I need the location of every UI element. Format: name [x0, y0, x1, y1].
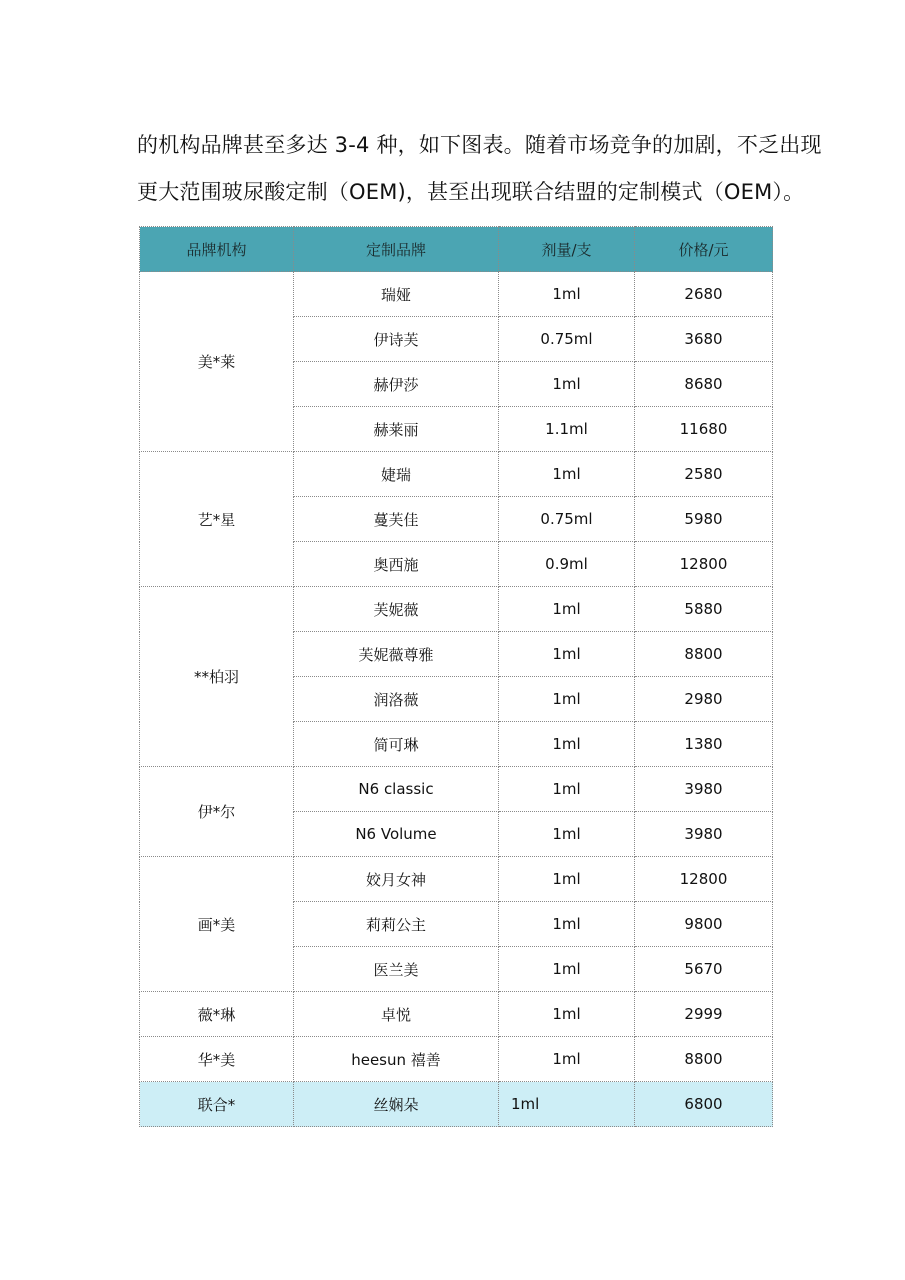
price-cell: 2580 [635, 452, 773, 497]
price-cell: 5880 [635, 587, 773, 632]
price-cell: 5980 [635, 497, 773, 542]
brand-cell: 医兰美 [294, 947, 499, 992]
price-cell: 6800 [635, 1082, 773, 1127]
price-cell: 2980 [635, 677, 773, 722]
dose-cell: 1ml [499, 947, 635, 992]
price-cell: 12800 [635, 857, 773, 902]
table-row [140, 767, 773, 812]
body-paragraph [137, 122, 822, 216]
dose-cell: 1ml [499, 767, 635, 812]
dose-cell: 1ml [499, 992, 635, 1037]
org-cell: 美*莱 [140, 272, 294, 452]
brand-cell: 卓悦 [294, 992, 499, 1037]
dose-cell: 1ml [499, 722, 635, 767]
table-row [140, 992, 773, 1037]
dose-cell: 1ml [499, 272, 635, 317]
org-cell: 华*美 [140, 1037, 294, 1082]
dose-cell: 1.1ml [499, 407, 635, 452]
price-cell: 3980 [635, 812, 773, 857]
brand-cell: 婕瑞 [294, 452, 499, 497]
table-header-row [140, 227, 773, 272]
org-cell: **柏羽 [140, 587, 294, 767]
dose-cell: 0.75ml [499, 497, 635, 542]
brand-cell: 瑞娅 [294, 272, 499, 317]
brand-cell: 简可琳 [294, 722, 499, 767]
paragraph-line-1: 的机构品牌甚至多达 3-4 种，如下图表。随着市场竞争的加剧，不乏出现 [137, 133, 822, 157]
paragraph-line-2: 更大范围玻尿酸定制（OEM)，甚至出现联合结盟的定制模式（OEM）。 [137, 180, 805, 204]
brand-cell: 赫伊莎 [294, 362, 499, 407]
table-row [140, 587, 773, 632]
table-row [140, 272, 773, 317]
header-org: 品牌机构 [140, 227, 294, 272]
price-cell: 12800 [635, 542, 773, 587]
brand-cell: 莉莉公主 [294, 902, 499, 947]
brand-cell: heesun 禧善 [294, 1037, 499, 1082]
brand-cell: 蔓芙佳 [294, 497, 499, 542]
brand-cell: N6 Volume [294, 812, 499, 857]
price-cell: 8680 [635, 362, 773, 407]
dose-cell: 1ml [499, 587, 635, 632]
org-cell: 薇*琳 [140, 992, 294, 1037]
dose-cell: 1ml [499, 632, 635, 677]
brand-cell: 丝娴朵 [294, 1082, 499, 1127]
header-price: 价格/元 [635, 227, 773, 272]
price-cell: 2999 [635, 992, 773, 1037]
dose-cell: 1ml [499, 902, 635, 947]
dose-cell: 1ml [499, 857, 635, 902]
brand-cell: 芙妮薇 [294, 587, 499, 632]
org-cell: 联合* [140, 1082, 294, 1127]
brand-cell: 奥西施 [294, 542, 499, 587]
oem-brand-table [139, 226, 773, 1127]
price-cell: 9800 [635, 902, 773, 947]
price-cell: 8800 [635, 1037, 773, 1082]
price-cell: 2680 [635, 272, 773, 317]
org-cell: 伊*尔 [140, 767, 294, 857]
price-cell: 3680 [635, 317, 773, 362]
dose-cell: 1ml [499, 452, 635, 497]
brand-cell: 润洛薇 [294, 677, 499, 722]
brand-cell: 伊诗芙 [294, 317, 499, 362]
table-body [140, 272, 773, 1127]
dose-cell: 1ml [499, 1082, 635, 1127]
header-brand: 定制品牌 [294, 227, 499, 272]
price-cell: 5670 [635, 947, 773, 992]
price-cell: 11680 [635, 407, 773, 452]
table-row [140, 452, 773, 497]
dose-cell: 1ml [499, 362, 635, 407]
dose-cell: 0.75ml [499, 317, 635, 362]
brand-cell: 芙妮薇尊雅 [294, 632, 499, 677]
price-cell: 1380 [635, 722, 773, 767]
header-dose: 剂量/支 [499, 227, 635, 272]
dose-cell: 1ml [499, 677, 635, 722]
price-cell: 3980 [635, 767, 773, 812]
org-cell: 画*美 [140, 857, 294, 992]
table-row [140, 1037, 773, 1082]
table-row [140, 1082, 773, 1127]
brand-cell: N6 classic [294, 767, 499, 812]
dose-cell: 1ml [499, 812, 635, 857]
table-row [140, 857, 773, 902]
dose-cell: 0.9ml [499, 542, 635, 587]
dose-cell: 1ml [499, 1037, 635, 1082]
price-cell: 8800 [635, 632, 773, 677]
org-cell: 艺*星 [140, 452, 294, 587]
brand-cell: 姣月女神 [294, 857, 499, 902]
brand-cell: 赫莱丽 [294, 407, 499, 452]
